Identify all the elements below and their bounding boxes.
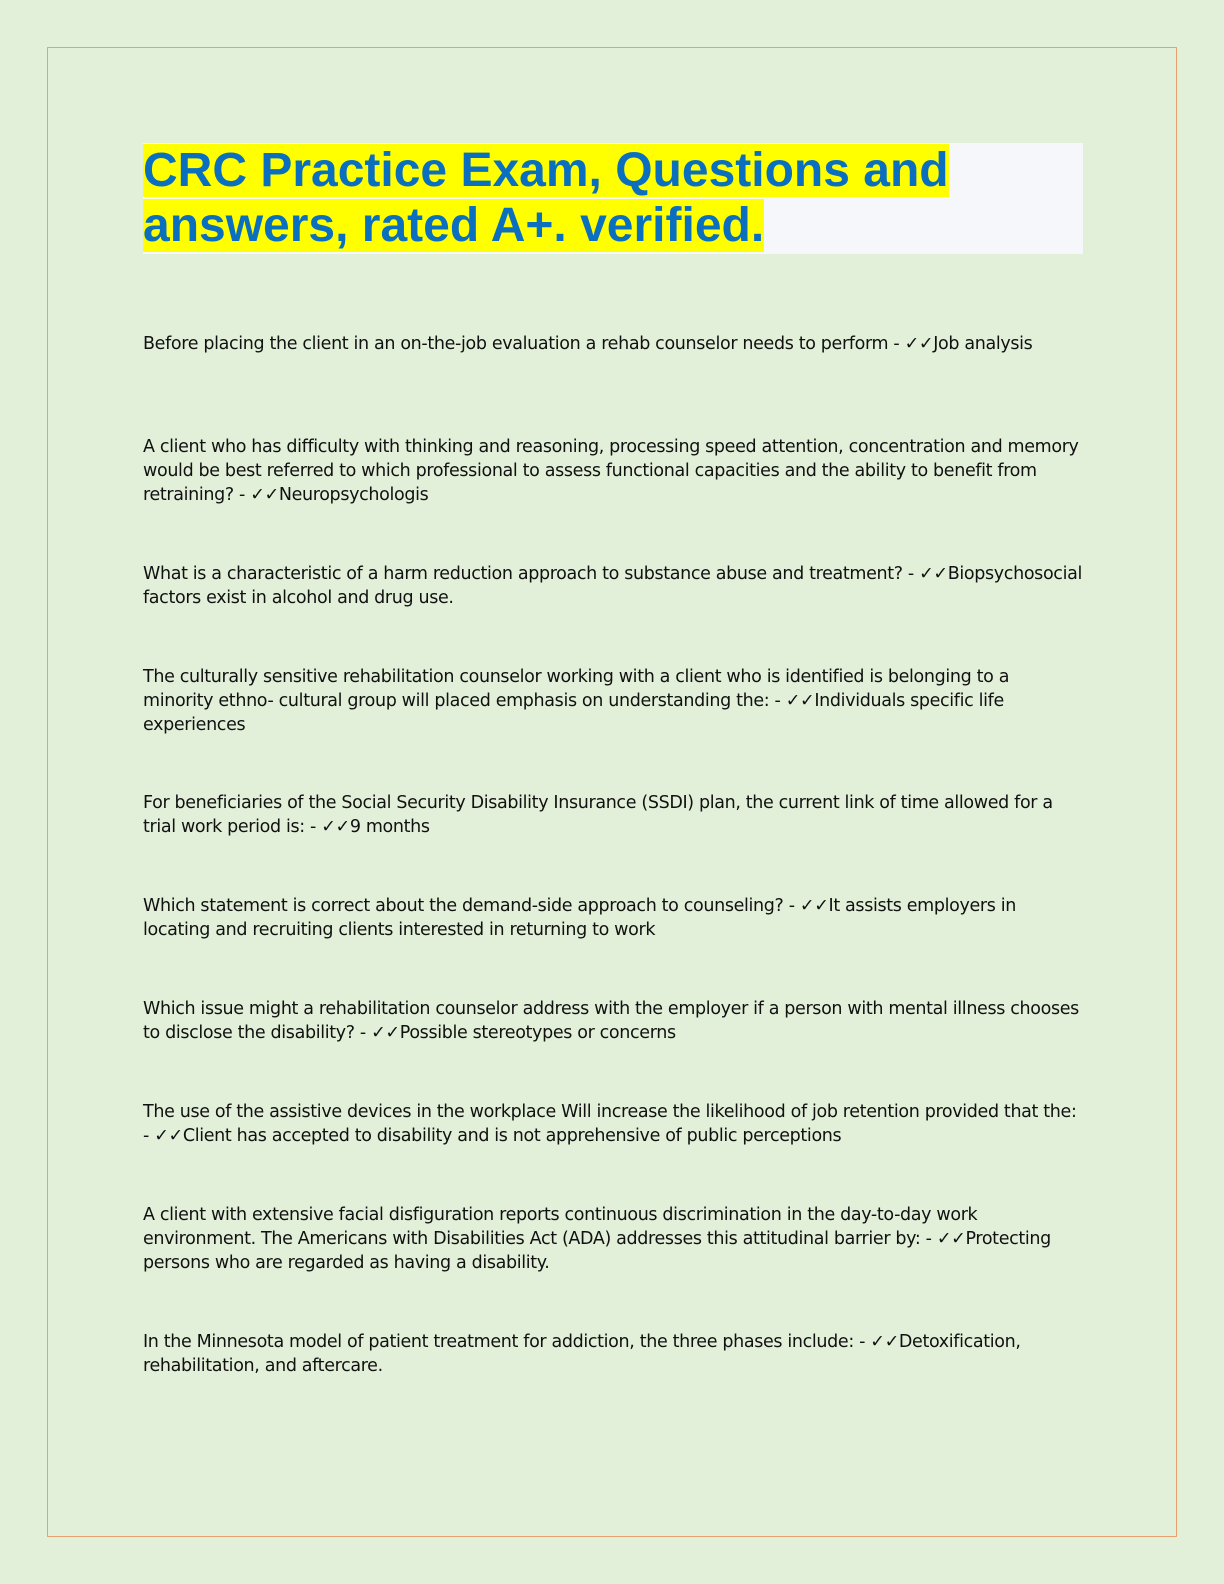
qa-item [143,562,1083,610]
title-block [143,143,1083,254]
check-marks: ✓✓ [321,817,350,837]
question-text: A client who has difficulty with thinking and reasoning, processing speed attention, concentration and memory would be best referred to which professional to assess functional capacities and the ability to benefit from retraining? - [143,437,1079,505]
qa-item [143,332,1083,356]
check-marks: ✓✓ [919,564,948,584]
check-marks: ✓✓ [904,334,934,354]
answer-text: Job analysis [933,334,1033,354]
document-title [143,143,1083,253]
check-marks: ✓✓ [785,691,815,711]
question-text: Which issue might a rehabilitation counselor address with the employer if a person with mental illness chooses to disclose the disability? - [143,999,1079,1043]
question-text: Before placing the client in an on-the-job evaluation a rehab counselor needs to perform - [143,334,905,354]
check-marks: ✓✓ [936,1229,966,1249]
qa-item [143,1203,1083,1275]
answer-text: Client has accepted to disability and is not apprehensive of public perceptions [182,1126,842,1146]
qa-item [143,1330,1083,1378]
answer-text: Protecting persons who are regarded as having a disability. [143,1229,1051,1273]
question-text: A client with extensive facial disfiguration reports continuous discrimination in the day-to-day work environment. The Americans with Disabilities Act (ADA) addresses this attitudinal barrier by: - [143,1205,978,1249]
check-marks: ✓✓ [371,1023,400,1043]
question-text: Which statement is correct about the demand-side approach to counseling? - [143,896,800,916]
qa-item [143,1100,1083,1148]
check-marks: ✓✓ [799,896,829,916]
answer-text: Detoxification, rehabilitation, and aftercare. [143,1332,1021,1376]
answer-text: Neuropsychologis [278,485,429,505]
title-highlight: CRC Practice Exam, Questions and answers, rated A+. verified. [143,144,949,252]
answer-text: Individuals specific life experiences [143,691,1004,735]
question-text: In the Minnesota model of patient treatment for addiction, the three phases include: - [143,1332,871,1352]
question-text: The culturally sensitive rehabilitation counselor working with a client who is identified is belonging to a minority ethno- cultural group will placed emphasis on understanding the: - [143,667,1010,711]
answer-text: Biopsychosocial factors exist in alcohol and drug use. [143,564,1082,608]
answer-text: 9 months [349,817,430,837]
qa-item [143,997,1083,1045]
qa-item [143,791,1083,839]
check-marks: ✓✓ [250,485,279,505]
qa-item [143,894,1083,942]
check-marks: ✓✓ [154,1126,183,1146]
answer-text: It assists employers in locating and recruiting clients interested in returning to work [143,896,1016,940]
qa-item [143,435,1083,507]
answer-text: Possible stereotypes or concerns [399,1023,676,1043]
check-marks: ✓✓ [870,1332,899,1352]
question-text: What is a characteristic of a harm reduction approach to substance abuse and treatment? - [143,564,920,584]
question-text: For beneficiaries of the Social Security Disability Insurance (SSDI) plan, the current link of time allowed for a trial work period is: - [143,793,1053,837]
qa-item [143,665,1083,737]
question-text: The use of the assistive devices in the workplace Will increase the likelihood of job retention provided that the: - [143,1102,1077,1146]
